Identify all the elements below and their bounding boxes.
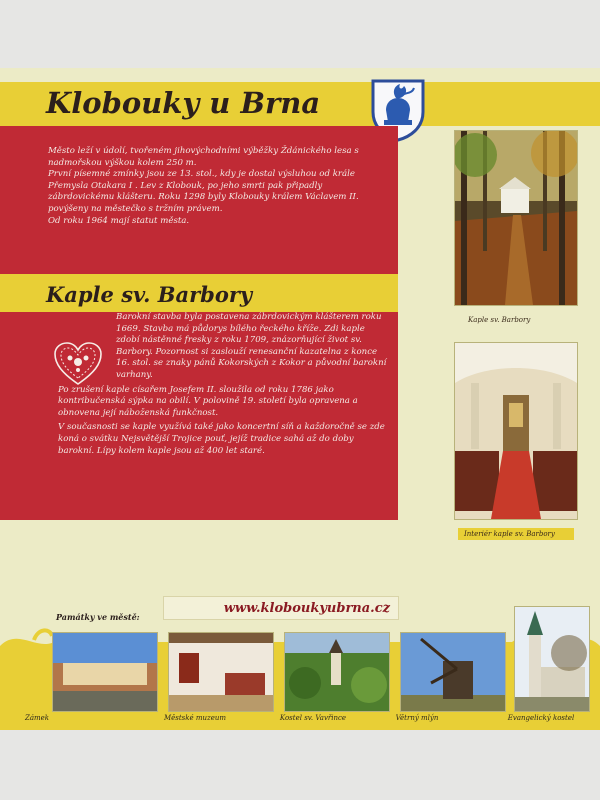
chapel-info-text (58, 312, 388, 457)
sight-caption: Zámek (24, 714, 50, 722)
town-paragraph: Od roku 1964 mají statut města. (48, 215, 190, 226)
town-paragraph: Město leží v údolí, tvořeném jihovýchodními výběžky Ždánického lesa s nadmořskou výškou kolem 250 m. (48, 146, 359, 168)
sight-thumbnail-st-lawrence-church[interactable] (284, 632, 390, 712)
chapel-paragraph: Barokní stavba byla postavena zábrdovickým klášterem roku 1669. Stavba má půdorys bílého řeckého kříže. Zdi kaple zdobí nástěnné fresky z roku 1709, znázorňující život sv. Barbory. Pozornost si zaslouží renesanční kazatelna z konce 16. stol. se znaky pánů Kokorských z Kokor a původní barokní varhany. (116, 312, 387, 380)
information-board (0, 68, 600, 730)
sight-caption: Kostel sv. Vavřince (279, 714, 347, 722)
sight-thumbnail-evangelical-church[interactable] (514, 606, 590, 712)
chapel-interior-photo (454, 342, 578, 520)
sight-thumbnail-castle[interactable] (52, 632, 158, 712)
town-paragraph: První písemné zmínky jsou ze 13. stol., kdy je dostal výsluhou od krále Přemysla Otakara I . Lev z Klobouk, po jeho smrti pak připadly zábrdovickému klášteru. Roku 1298 byly Klobouky králem Václavem II. povýšeny na městečko s tržním právem. (48, 169, 359, 214)
town-info-text (48, 146, 384, 227)
town-title: Klobouky u Brna (46, 86, 321, 120)
interior-photo-caption: Interiér kaple sv. Barbory (458, 528, 574, 540)
sight-caption: Městské muzeum (163, 714, 227, 722)
sight-thumbnail-windmill[interactable] (400, 632, 506, 712)
chapel-paragraph: V současnosti se kaple využívá také jako koncertní síň a každoročně se zde koná o svátku Nejsvětější Trojice pouť, jejíž tradice sahá až do doby barokní. Lípy kolem kaple jsou až 400 let staré. (58, 422, 385, 456)
chapel-paragraph: Po zrušení kaple císařem Josefem II. sloužila od roku 1786 jako kontribučenská sýpka na obilí. V polovině 19. století byla opravena a obnovena její náboženská funkčnost. (58, 384, 358, 418)
chapel-title: Kaple sv. Barbory (46, 282, 253, 307)
website-link[interactable]: www.kloboukyubrna.cz (163, 596, 399, 620)
sight-caption: Větrný mlýn (395, 714, 439, 722)
sight-caption: Evangelický kostel (507, 714, 575, 722)
sight-thumbnail-museum[interactable] (168, 632, 274, 712)
chapel-photo-caption: Kaple sv. Barbory (468, 316, 531, 324)
chapel-exterior-photo (454, 130, 578, 306)
sights-heading: Památky ve městě: (56, 612, 140, 622)
